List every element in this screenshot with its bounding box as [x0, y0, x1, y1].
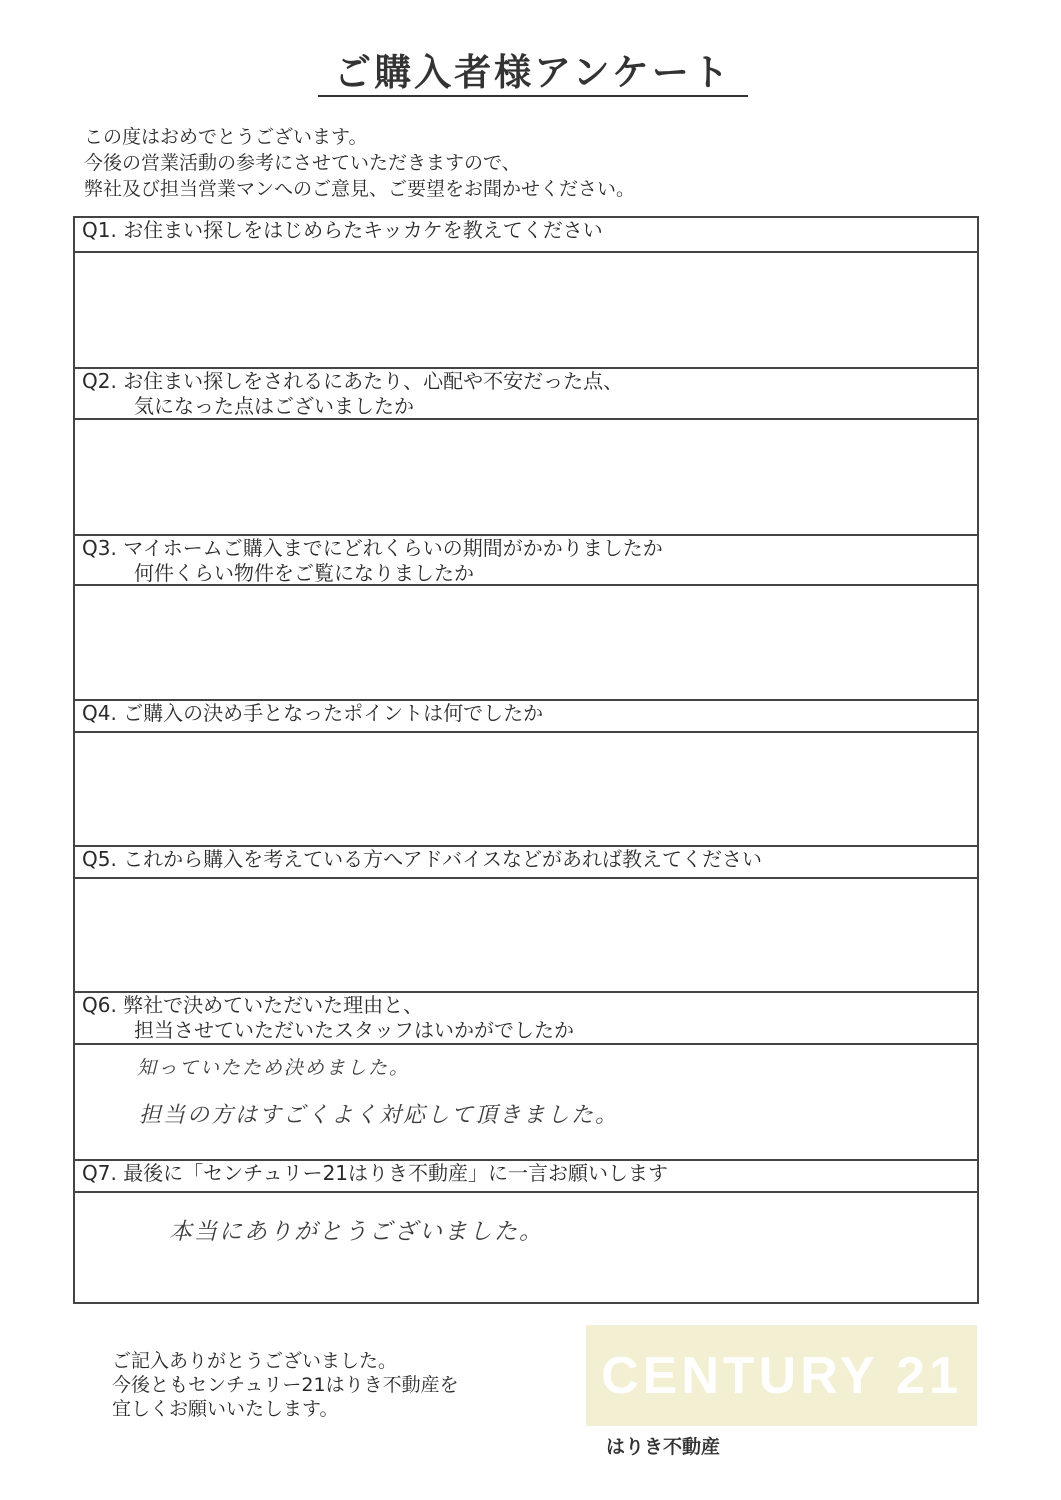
survey-form: [73, 216, 979, 1304]
closing-line: 宜しくお願いいたします。: [112, 1398, 339, 1420]
question-4-header: [75, 701, 977, 733]
question-7-answer-area[interactable]: [75, 1193, 977, 1302]
question-label: Q7.: [82, 1161, 117, 1185]
question-label: Q2.: [82, 369, 117, 393]
century21-logo: [586, 1325, 977, 1426]
question-5-answer-area[interactable]: [75, 879, 977, 993]
intro-line: この度はおめでとうございます。: [84, 126, 368, 148]
question-line: これから購入を考えている方へアドバイスなどがあれば教えてください: [123, 847, 762, 871]
question-7-text: [82, 1161, 977, 1186]
question-line: お住まい探しをされるにあたり、心配や不安だった点、: [123, 369, 624, 393]
question-1-text: [82, 218, 977, 243]
question-6-text: [82, 993, 977, 1018]
question-6-answer-area[interactable]: [75, 1045, 977, 1161]
closing-line: ご記入ありがとうございました。: [112, 1350, 398, 1372]
question-5-header: [75, 847, 977, 879]
question-line: 気になった点はございましたか: [134, 394, 414, 418]
question-label: Q1.: [82, 218, 117, 242]
question-label: Q5.: [82, 847, 117, 871]
question-3-text: [82, 536, 977, 561]
question-line: 担当させていただいたスタッフはいかがでしたか: [134, 1018, 574, 1042]
question-3-answer-area[interactable]: [75, 586, 977, 701]
page-title: ご購入者様アンケート: [334, 51, 732, 94]
question-line: 何件くらい物件をご覧になりましたか: [134, 561, 474, 585]
question-line: お住まい探しをはじめらたキッカケを教えてください: [123, 218, 603, 242]
question-line: マイホームご購入までにどれくらいの期間がかかりましたか: [123, 536, 663, 560]
question-1-header: [75, 218, 977, 253]
question-6-header: [75, 993, 977, 1045]
question-3-header: [75, 536, 977, 586]
question-line: 弊社で決めていただいた理由と、: [123, 993, 424, 1017]
question-label: Q3.: [82, 536, 117, 560]
closing-line: 今後ともセンチュリー21はりき不動産を: [112, 1374, 459, 1396]
question-line: 最後に「センチュリー21はりき不動産」に一言お願いします: [123, 1161, 669, 1185]
question-2-header: [75, 369, 977, 420]
question-line: ご購入の決め手となったポイントは何でしたか: [123, 701, 544, 725]
logo-text: CENTURY 21: [601, 1346, 962, 1405]
intro-line: 今後の営業活動の参考にさせていただきますので、: [84, 152, 521, 174]
company-name: はりき不動産: [606, 1436, 721, 1458]
question-5-text: [82, 847, 977, 872]
handwritten-answer-line: 担当の方はすごくよく対応して頂きました。: [139, 1103, 620, 1128]
question-2-text: [82, 369, 977, 394]
question-1-answer-area[interactable]: [75, 253, 977, 369]
question-label: Q6.: [82, 993, 117, 1017]
handwritten-answer-line: 本当にありがとうございました。: [169, 1219, 544, 1245]
question-7-header: [75, 1161, 977, 1193]
question-label: Q4.: [82, 701, 117, 725]
handwritten-answer-line: 知っていたため決めました。: [137, 1057, 411, 1079]
question-2-answer-area[interactable]: [75, 420, 977, 536]
title-underline: [318, 95, 748, 97]
question-4-text: [82, 701, 977, 726]
intro-line: 弊社及び担当営業マンへのご意見、ご要望をお聞かせください。: [84, 178, 636, 200]
intro-text: [84, 124, 635, 202]
question-4-answer-area[interactable]: [75, 733, 977, 847]
closing-message: [112, 1349, 459, 1421]
